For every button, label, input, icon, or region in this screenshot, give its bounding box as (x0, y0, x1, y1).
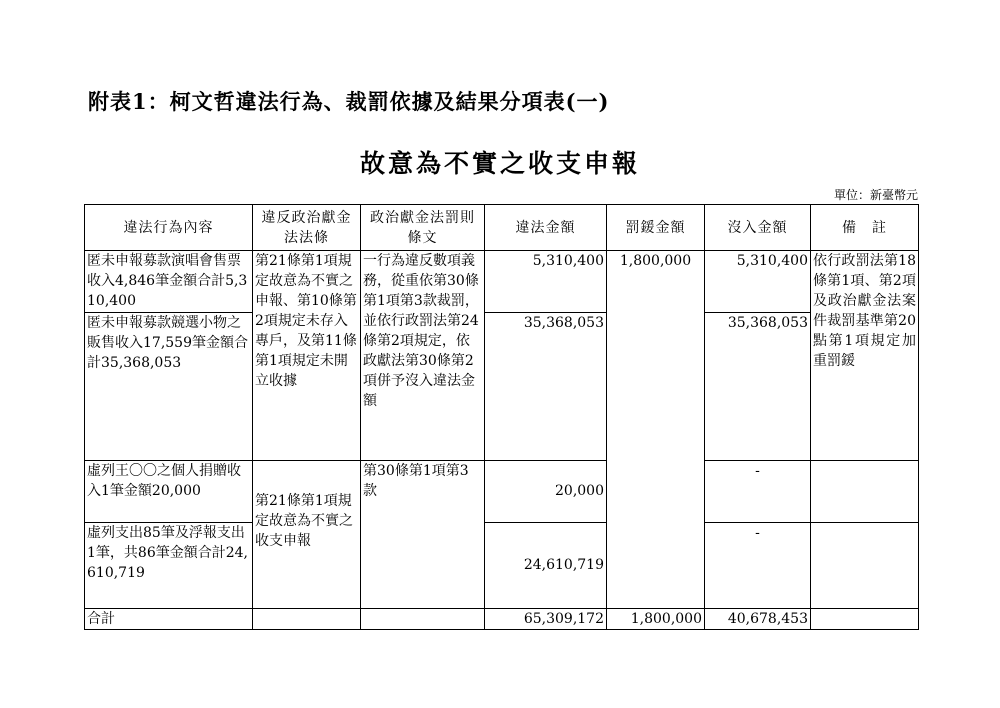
total-empty-cell (811, 609, 919, 630)
fine-amount-cell: 1,800,000 (607, 251, 705, 609)
conduct-cell: 虛列王〇〇之個人捐贈收入1筆金額20,000 (85, 461, 253, 523)
note-cell: 依行政罰法第18條第1項、第2項及政治獻金法案件裁罰基準第20點第1項規定加重罰鍰 (811, 251, 919, 461)
col-header-note: 備 註 (811, 205, 919, 251)
penalty-article-cell: 一行為違反數項義務，從重依第30條第1項第3款裁罰，並依行政罰法第24條第2項規定，依政獻法第30條第2項併予沒入違法金額 (361, 251, 485, 461)
penalty-article-cell: 第30條第1項第3款 (361, 461, 485, 609)
confiscated-amount-cell: 35,368,053 (705, 313, 811, 461)
table-row (85, 251, 919, 313)
table-row (85, 523, 919, 609)
col-header-confiscated-amount: 沒入金額 (705, 205, 811, 251)
confiscated-amount-cell: 5,310,400 (705, 251, 811, 313)
total-fine-amount: 1,800,000 (607, 609, 705, 630)
penalty-table (84, 204, 919, 630)
total-label: 合計 (85, 609, 253, 630)
col-header-fine-amount: 罰鍰金額 (607, 205, 705, 251)
currency-unit: 單位：新臺幣元 (833, 188, 918, 202)
total-empty-cell (253, 609, 361, 630)
confiscated-amount-cell: - (705, 461, 811, 523)
illegal-amount-cell: 35,368,053 (485, 313, 607, 461)
conduct-cell: 匿未申報募款演唱會售票收入4,846筆金額合計5,310,400 (85, 251, 253, 313)
total-confiscated-amount: 40,678,453 (705, 609, 811, 630)
illegal-amount-cell: 20,000 (485, 461, 607, 523)
table-row (85, 313, 919, 461)
illegal-amount-cell: 24,610,719 (485, 523, 607, 609)
table-header-row (85, 205, 919, 251)
col-header-penalty-article: 政治獻金法罰則條文 (361, 205, 485, 251)
total-illegal-amount: 65,309,172 (485, 609, 607, 630)
document-subtitle: 故意為不實之收支申報 (359, 149, 640, 178)
confiscated-amount-cell: - (705, 523, 811, 609)
note-cell-empty (811, 461, 919, 523)
conduct-cell: 匿未申報募款競選小物之販售收入17,559筆金額合計35,368,053 (85, 313, 253, 461)
total-empty-cell (361, 609, 485, 630)
table-row (85, 461, 919, 523)
total-row (85, 609, 919, 630)
conduct-cell: 虛列支出85筆及浮報支出1筆，共86筆金額合計24,610,719 (85, 523, 253, 609)
violated-article-cell: 第21條第1項規定故意為不實之申報、第10條第2項規定未存入專戶，及第11條第1項規定未開立收據 (253, 251, 361, 461)
document-heading: 附表1：柯文哲違法行為、裁罰依據及結果分項表(一) (88, 89, 610, 114)
illegal-amount-cell: 5,310,400 (485, 251, 607, 313)
col-header-violated-article: 違反政治獻金法法條 (253, 205, 361, 251)
violated-article-cell: 第21條第1項規定故意為不實之收支申報 (253, 461, 361, 609)
note-cell-empty (811, 523, 919, 609)
col-header-conduct: 違法行為內容 (85, 205, 253, 251)
col-header-illegal-amount: 違法金額 (485, 205, 607, 251)
